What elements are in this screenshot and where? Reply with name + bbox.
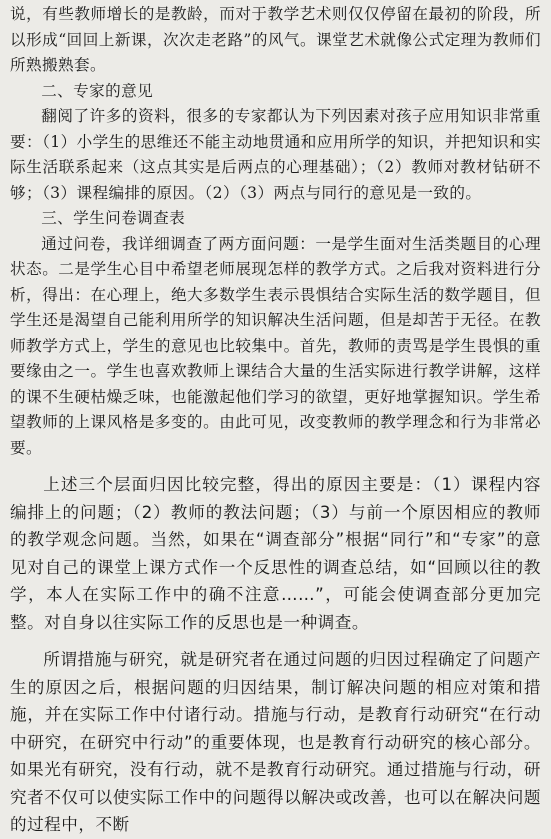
heading-student-survey: 三、学生问卷调查表 — [41, 209, 186, 227]
paragraph-summary: 上述三个层面归因比较完整，得出的原因主要是：（1）课程内容编排上的问题；（2）教师的教法问题；（3）与前一个原因相应的教师的教学观念问题。当然，如果在“调查部分”根据“同行”和“专家”的意见对自己的课堂上课方式作一个反思性的调查总结，如“回顾以往的教学，本人在实际工作中的确不注意……”，可能会使调查部分更加完整。对自身以往实际工作的反思也是一种调查。 — [10, 475, 541, 632]
paragraph-measures-and-actions: 所谓措施与研究，就是研究者在通过问题的归因过程确定了问题产生的原因之后，根据问题的归因结果，制订解决问题的相应对策和措施，并在实际工作中付诸行动。措施与行动，是教育行动研究“在行动中研究，在研究中行动”的重要体现，也是教育行动研究的核心部分。如果光有研究，没有行动，就不是教育行动研究。通过措施与行动，研究者不仅可以使实际工作中的问题得以解决或改善，也可以在解决问题的过程中，不断 — [10, 650, 541, 834]
paragraph-continuation: 说，有些教师增长的是教龄，而对于教学艺术则仅仅停留在最初的阶段，所以形成“回回上新课，次次走老路”的风气。课堂艺术就像公式定理为教师们所熟搬熟套。 — [10, 5, 541, 74]
quoted-case-text — [10, 2, 541, 461]
paragraph-student-survey: 通过问卷，我详细调查了两方面问题：一是学生面对生活类题目的心理状态。二是学生心目中希望老师展现怎样的教学方式。之后我对资料进行分析，得出：在心理上，绝大多数学生表示畏惧结合实际生活的数学题目，但学生还是渴望自己能利用所学的知识解决生活问题，但是却苦于无径。在教师教学方式上，学生的意见也比较集中。首先，教师的责骂是学生畏惧的重要缘由之一。学生也喜欢教师上课结合大量的生活实际进行教学讲解，这样的课不生硬枯燥乏味，也能激起他们学习的欲望，更好地掌握知识。学生希望教师的上课风格是多变的。由此可见，改变教师的教学理念和行为非常必要。 — [10, 234, 541, 457]
heading-expert-opinions: 二、专家的意见 — [41, 81, 154, 100]
paragraph-expert-opinions: 翻阅了许多的资料，很多的专家都认为下列因素对孩子应用知识非常重要：（1）小学生的思维还不能主动地贯通和应用所学的知识，并把知识和实际生活联系起来（这点其实是后两点的心理基础）；（2）教师对教材钻研不够；（3）课程编排的原因。（2）（3）两点与同行的意见是一致的。 — [10, 107, 541, 202]
commentary-text — [10, 471, 541, 839]
